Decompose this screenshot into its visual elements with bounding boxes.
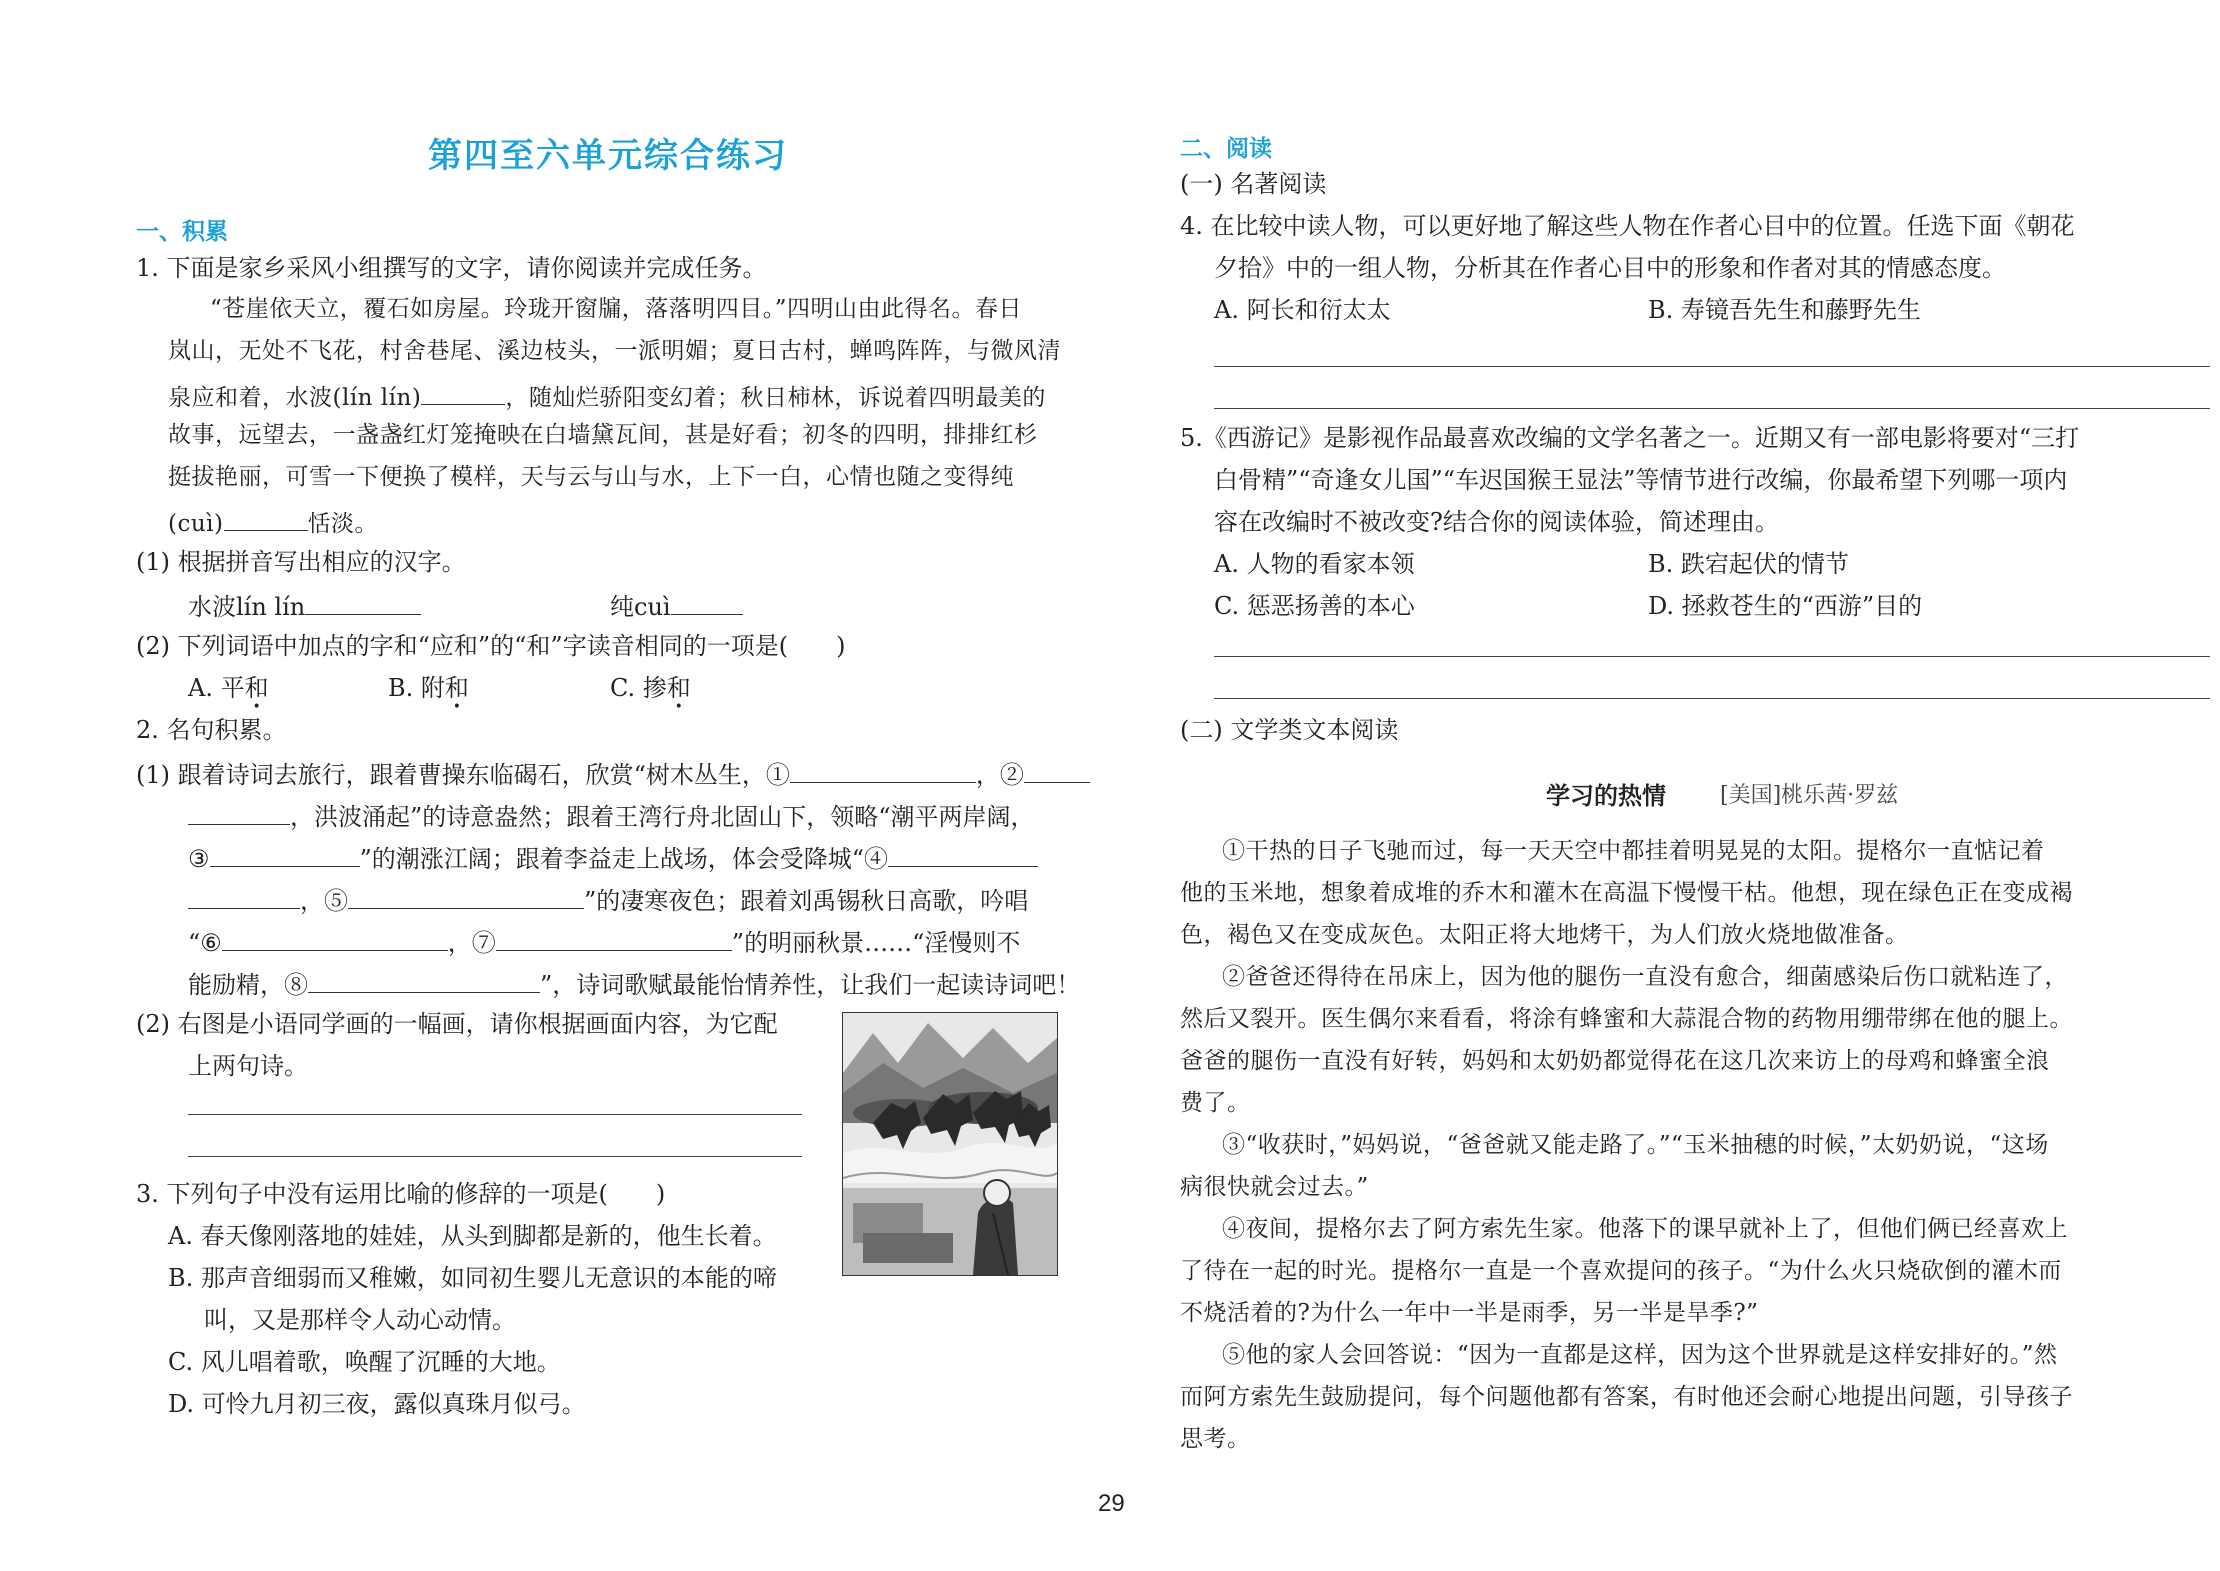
poem-line: “⑥ ，⑦ ”的明丽秋景……“淫慢则不 (188, 929, 1021, 957)
answer-line[interactable] (1214, 366, 2210, 367)
answer-blank[interactable] (308, 970, 540, 993)
option-a[interactable]: A. 人物的看家本领 (1214, 550, 1415, 578)
answer-line[interactable] (188, 1114, 802, 1115)
answer-blank[interactable] (790, 760, 976, 783)
answer-blank[interactable] (224, 508, 308, 531)
question-5: 5.《西游记》是影视作品最喜欢改编的文学名著之一。近期又有一部电影将要对“三打 (1180, 424, 2080, 452)
answer-blank[interactable] (421, 382, 505, 405)
answer-blank[interactable] (671, 592, 743, 615)
horsemen-drawing (843, 1013, 1057, 1275)
passage-line: 泉应和着，水波(lín lín) ，随灿烂骄阳变幻着；秋日柿林，诉说着四明最美的 (168, 382, 1046, 410)
passage-line: 故事，远望去，一盏盏红灯笼掩映在白墙黛瓦间，甚是好看；初冬的四明，排排红杉 (168, 422, 1038, 448)
story-line: 然后又裂开。医生偶尔来看看，将涂有蜂蜜和大蒜混合物的药物用绷带绑在他的腿上。 (1180, 1006, 2073, 1032)
question-3: 3. 下列句子中没有运用比喻的修辞的一项是( ) (136, 1180, 666, 1208)
passage-line: “苍崖依天立，覆石如房屋。玲珑开窗牖，落落明四目。”四明山由此得名。春日 (210, 296, 1023, 322)
option-b[interactable]: B. 那声音细弱而又稚嫩，如同初生婴儿无意识的本能的啼 (168, 1264, 777, 1292)
question-4-cont: 夕拾》中的一组人物，分析其在作者心目中的形象和作者对其的情感态度。 (1214, 254, 2006, 282)
answer-blank[interactable] (496, 928, 732, 951)
question-1-1: (1) 根据拼音写出相应的汉字。 (136, 548, 466, 576)
answer-line[interactable] (1214, 656, 2210, 657)
answer-blank[interactable] (210, 844, 360, 867)
story-line: 而阿方索先生鼓励提问，每个问题他都有答案，有时他还会耐心地提出问题，引导孩子 (1180, 1384, 2073, 1410)
option-c[interactable]: C. 惩恶扬善的本心 (1214, 592, 1415, 620)
poem-line: ，洪波涌起”的诗意盎然；跟着王湾行舟北固山下，领略“潮平两岸阔， (188, 802, 1035, 829)
question-2-2: (2) 右图是小语同学画的一幅画，请你根据画面内容，为它配 (136, 1010, 778, 1038)
poem-line: ③ ”的潮涨江阔；跟着李益走上战场，体会受降城“④ (188, 844, 1038, 871)
story-line: 费了。 (1180, 1090, 1251, 1116)
answer-line[interactable] (1214, 408, 2210, 409)
question-2: 2. 名句积累。 (136, 716, 287, 744)
story-line: ②爸爸还得待在吊床上，因为他的腿伤一直没有愈合，细菌感染后伤口就粘连了， (1222, 964, 2068, 990)
passage-line: (cuì) 恬淡。 (168, 508, 378, 536)
option-a[interactable]: A. 春天像刚落地的娃娃，从头到脚都是新的，他生长着。 (168, 1222, 777, 1250)
story-line: 爸爸的腿伤一直没有好转，妈妈和太奶奶都觉得花在这几次来访上的母鸡和蜂蜜全浪 (1180, 1048, 2050, 1074)
option-b[interactable]: B. 寿镜吾先生和藤野先生 (1648, 296, 1921, 324)
story-line: 思考。 (1180, 1426, 1251, 1452)
story-line: ①干热的日子飞驰而过，每一天天空中都挂着明晃晃的太阳。提格尔一直惦记着 (1222, 838, 2045, 864)
subsection-literary: (二) 文学类文本阅读 (1180, 716, 1399, 744)
story-line: ③“收获时，”妈妈说，“爸爸就又能走路了。”“玉米抽穗的时候，”太奶奶说，“这场 (1222, 1132, 2049, 1158)
option-c[interactable]: C. 掺和 (610, 674, 691, 702)
question-5-cont: 容在改编时不被改变?结合你的阅读体验，简述理由。 (1214, 508, 1779, 536)
poem-line: (1) 跟着诗词去旅行，跟着曹操东临碣石，欣赏“树木丛生，① ，② (136, 760, 1090, 787)
page-title: 第四至六单元综合练习 (428, 136, 788, 176)
answer-line[interactable] (188, 1156, 802, 1157)
question-4: 4. 在比较中读人物，可以更好地了解这些人物在作者心目中的位置。任选下面《朝花 (1180, 212, 2075, 240)
answer-blank[interactable] (188, 886, 300, 909)
poem-line: ，⑤ ”的凄寒夜色；跟着刘禹锡秋日高歌，吟唱 (188, 886, 1028, 913)
story-line: 不烧活着的?为什么一年中一半是雨季，另一半是旱季?” (1180, 1300, 1759, 1326)
story-line: 他的玉米地，想象着成堆的乔木和灌木在高温下慢慢干枯。他想，现在绿色正在变成褐 (1180, 880, 2073, 906)
story-line: ⑤他的家人会回答说：“因为一直都是这样，因为这个世界就是这样安排好的。”然 (1222, 1342, 2058, 1368)
question-1-2: (2) 下列词语中加点的字和“应和”的“和”字读音相同的一项是( ) (136, 632, 846, 660)
question-5-cont: 白骨精”“奇逢女儿国”“车迟国猴王显法”等情节进行改编，你最希望下列哪一项内 (1214, 466, 2068, 494)
story-author: [美国]桃乐茜·罗兹 (1720, 783, 1899, 808)
question-2-2-cont: 上两句诗。 (188, 1052, 308, 1080)
story-line: 病很快就会过去。” (1180, 1174, 1369, 1200)
option-b[interactable]: B. 附和 (388, 674, 469, 702)
subsection-classics: (一) 名著阅读 (1180, 170, 1327, 198)
option-b[interactable]: B. 跌宕起伏的情节 (1648, 550, 1849, 578)
section-heading-accumulation: 一、积累 (136, 219, 228, 245)
option-c[interactable]: C. 风儿唱着歌，唤醒了沉睡的大地。 (168, 1348, 561, 1376)
answer-blank[interactable] (305, 592, 421, 615)
option-d[interactable]: D. 拯救苍生的“西游”目的 (1648, 592, 1923, 620)
pinyin-item: 水波lín lín (188, 592, 421, 619)
answer-blank[interactable] (188, 802, 290, 825)
answer-blank[interactable] (1024, 760, 1090, 783)
page-number: 29 (1098, 1490, 1125, 1517)
poem-line: 能励精，⑧ ”，诗词歌赋最能怡情养性，让我们一起读诗词吧！ (188, 971, 1081, 999)
story-line: 色，褐色又在变成灰色。太阳正将大地烤干，为人们放火烧地做准备。 (1180, 922, 1909, 948)
passage-line: 岚山，无处不飞花，村舍巷尾、溪边枝头，一派明媚；夏日古村，蝉鸣阵阵，与微风清 (168, 338, 1061, 364)
option-a[interactable]: A. 阿长和衍太太 (1214, 296, 1391, 324)
answer-blank[interactable] (222, 928, 448, 951)
story-line: 了待在一起的时光。提格尔一直是一个喜欢提问的孩子。“为什么火只烧砍倒的灌木而 (1180, 1258, 2062, 1284)
option-a[interactable]: A. 平和 (188, 674, 269, 702)
pinyin-item: 纯cuì (610, 592, 743, 619)
answer-blank[interactable] (348, 886, 584, 909)
option-b-cont: 叫，又是那样令人动心动情。 (204, 1306, 516, 1334)
horsemen-illustration (842, 1012, 1058, 1276)
answer-line[interactable] (1214, 698, 2210, 699)
story-line: ④夜间，提格尔去了阿方索先生家。他落下的课早就补上了，但他们俩已经喜欢上 (1222, 1216, 2068, 1242)
section-heading-reading: 二、阅读 (1180, 136, 1272, 162)
answer-blank[interactable] (888, 844, 1038, 867)
option-d[interactable]: D. 可怜九月初三夜，露似真珠月似弓。 (168, 1390, 586, 1418)
story-title: 学习的热情 (1546, 782, 1666, 810)
passage-line: 挺拔艳丽，可雪一下便换了模样，天与云与山与水，上下一白，心情也随之变得纯 (168, 464, 1014, 490)
question-1-intro: 1. 下面是家乡采风小组撰写的文字，请你阅读并完成任务。 (136, 254, 767, 282)
